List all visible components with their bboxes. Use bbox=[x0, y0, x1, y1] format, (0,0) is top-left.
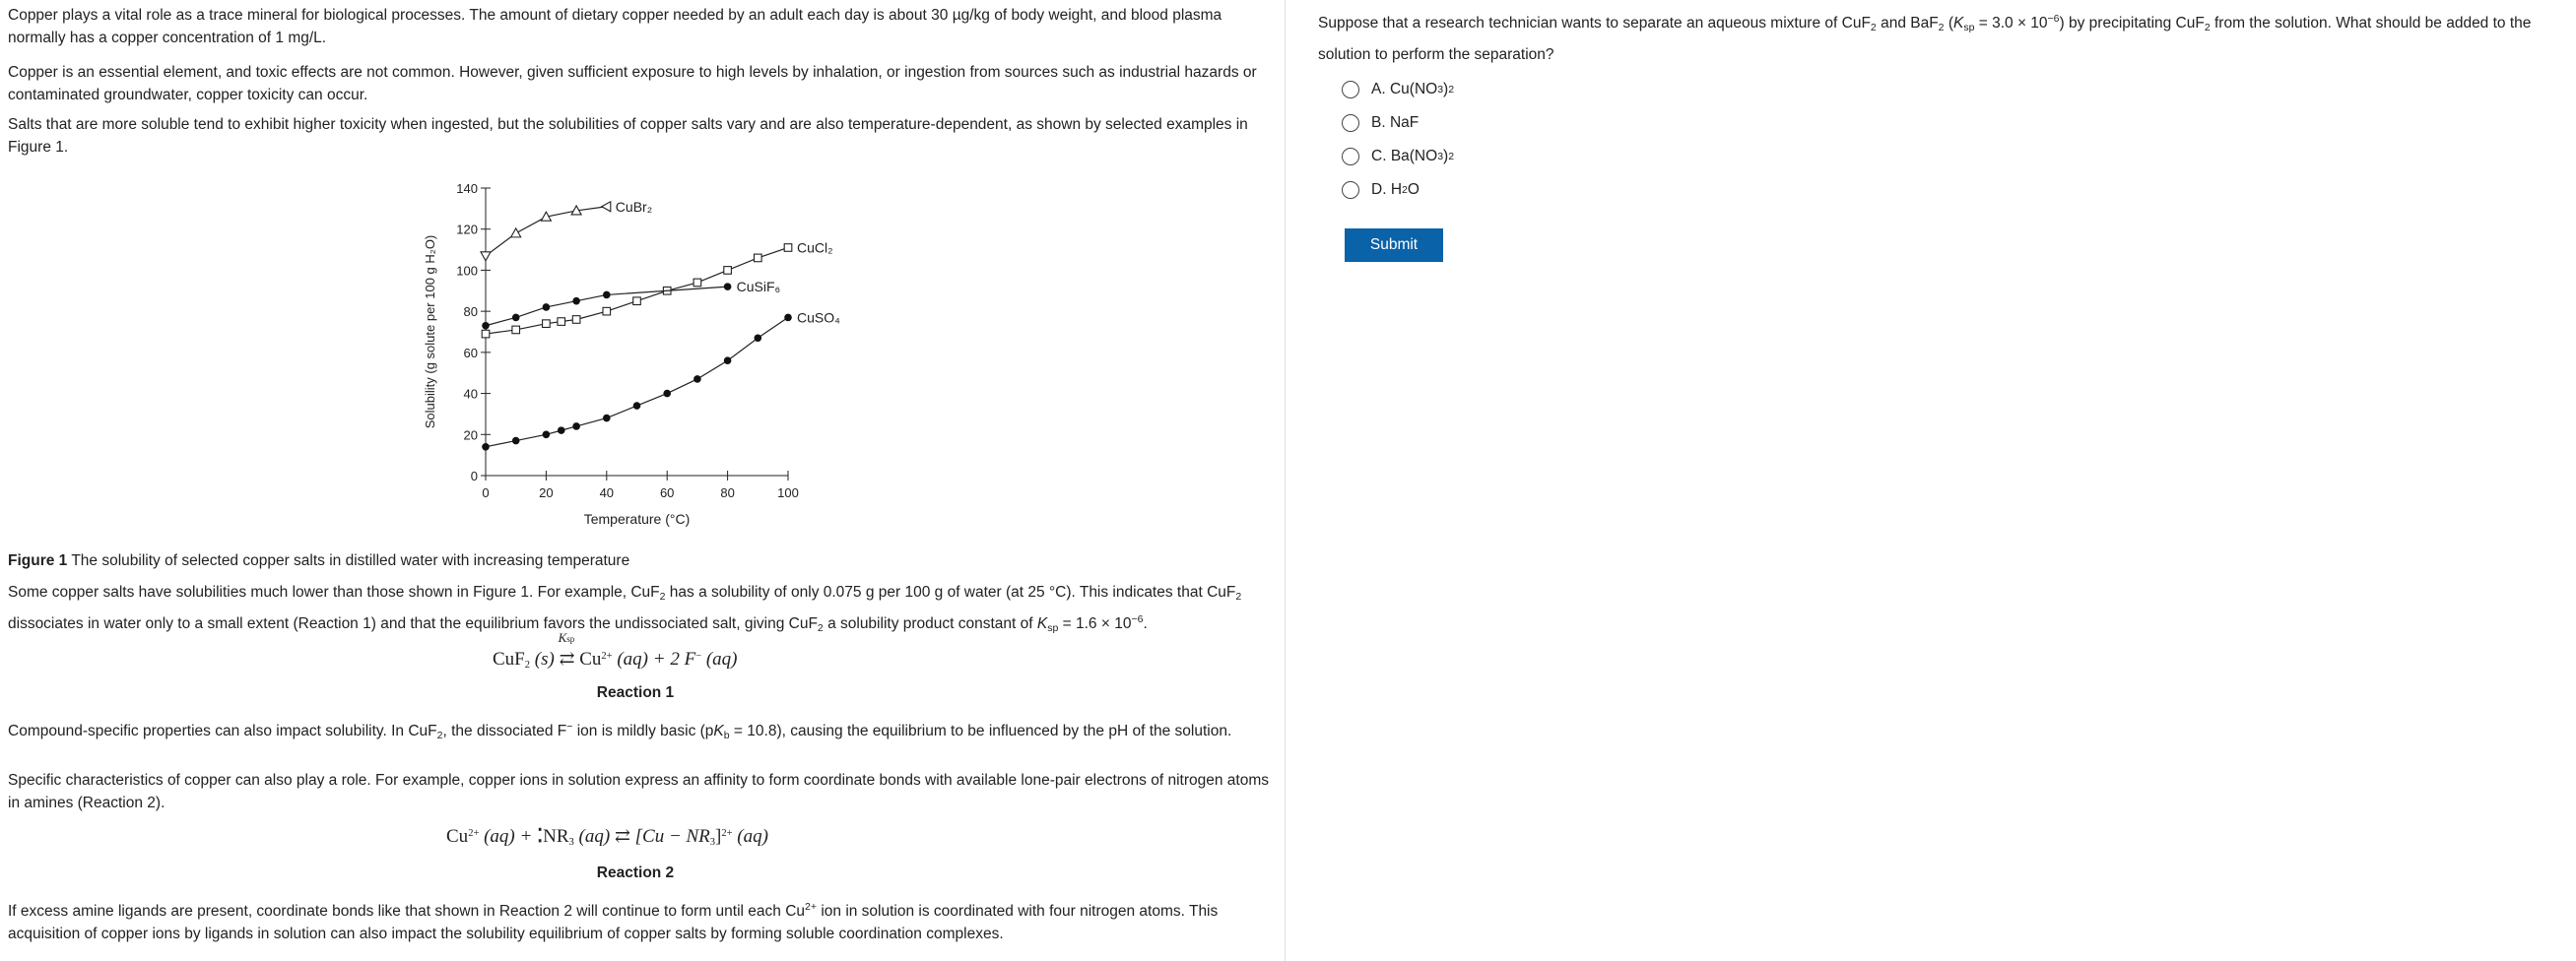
data-point bbox=[784, 314, 792, 322]
p4-text-d: a solubility product constant of bbox=[823, 615, 1037, 632]
reaction-2-label: Reaction 2 bbox=[596, 865, 675, 881]
data-point bbox=[663, 390, 671, 398]
data-point bbox=[572, 316, 580, 324]
series-label: CuBr₂ bbox=[615, 198, 653, 215]
y-tick-label: 60 bbox=[463, 345, 478, 360]
p5-text-d: = 10.8), causing the equilibrium to be influenced by the pH of the solution. bbox=[729, 723, 1232, 739]
p7-text-b: ion in solution is coordinated with four nitrogen atoms. This acquisition of copper ions by ligands in solution can also impact the solubility equilibrium of copper salts by forming soluble coordination complexes. bbox=[8, 903, 1219, 942]
radio-button-d[interactable] bbox=[1342, 181, 1359, 199]
x-tick-label: 80 bbox=[720, 485, 735, 500]
r1-product1: Cu bbox=[574, 649, 602, 670]
y-tick-label: 100 bbox=[456, 263, 478, 279]
data-point bbox=[512, 437, 520, 445]
p7-text-a: If excess amine ligands are present, coordinate bonds like that shown in Reaction 2 will continue to form until each Cu bbox=[8, 903, 806, 920]
q-text-a: Suppose that a research technician wants to separate an aqueous mixture of CuF bbox=[1318, 15, 1871, 32]
data-point bbox=[512, 326, 520, 334]
q-text-f: from the solution. What should be added to the solution to perform the separation? bbox=[1318, 15, 2532, 63]
r1-reactant: CuF bbox=[493, 649, 525, 670]
option-b-text: NaF bbox=[1389, 114, 1420, 131]
p4-text-a: Some copper salts have solubilities much lower than those shown in Figure 1. For example, CuF bbox=[8, 584, 660, 601]
p5-kb: K bbox=[713, 723, 724, 739]
q-exp: −6 bbox=[2047, 13, 2060, 25]
option-c-sub: 3 bbox=[1437, 151, 1444, 162]
data-point bbox=[511, 228, 521, 237]
data-point bbox=[755, 334, 762, 342]
q-ksp-sub: sp bbox=[1963, 22, 1975, 33]
reaction-1-equation bbox=[493, 630, 738, 671]
submit-button[interactable]: Submit bbox=[1345, 228, 1443, 262]
data-point bbox=[482, 443, 490, 451]
p5-sub: 2 bbox=[436, 730, 443, 741]
p5-text-c: ion is mildly basic (p bbox=[572, 723, 714, 739]
data-point bbox=[603, 291, 611, 299]
p4-sub-2: 2 bbox=[1235, 591, 1242, 603]
option-c-sub2: 2 bbox=[1448, 151, 1455, 162]
p4-text-f: . bbox=[1143, 615, 1148, 632]
option-a-text: Cu(NO bbox=[1389, 81, 1438, 97]
p7-sup: 2+ bbox=[805, 901, 818, 913]
x-tick-label: 40 bbox=[599, 485, 615, 500]
paragraph-3: Salts that are more soluble tend to exhibit higher toxicity when ingested, but the solubilities of copper salts vary and are also temperature-dependent, as shown by selected examples in Figure 1. bbox=[8, 116, 1248, 156]
option-a-sub: 3 bbox=[1437, 84, 1444, 96]
r1-arrow: ⇄ bbox=[559, 649, 575, 670]
q-sub-3: 2 bbox=[2204, 22, 2211, 33]
data-point bbox=[694, 279, 701, 287]
answer-option-c[interactable] bbox=[1342, 145, 1454, 168]
p4-text-b: has a solubility of only 0.075 g per 100 g of water (at 25 °C). This indicates that CuF bbox=[665, 584, 1236, 601]
answer-option-b[interactable] bbox=[1342, 111, 1419, 135]
data-point bbox=[572, 297, 580, 305]
p4-ksp: K bbox=[1036, 615, 1048, 632]
data-point bbox=[724, 283, 732, 290]
r1-product2-sup: − bbox=[695, 651, 702, 662]
r1-product1-state: (aq) + 2 F bbox=[612, 649, 696, 670]
q-sub-1: 2 bbox=[1870, 22, 1877, 33]
data-point bbox=[482, 330, 490, 338]
reaction-2-equation bbox=[446, 825, 768, 848]
r2-part1: Cu bbox=[446, 826, 469, 847]
paragraph-4 bbox=[8, 581, 1279, 640]
q-text-b: and BaF bbox=[1876, 15, 1939, 32]
x-tick-label: 0 bbox=[482, 485, 490, 500]
p5-text-b: , the dissociated F bbox=[442, 723, 567, 739]
caption-text: The solubility of selected copper salts in distilled water with increasing temperature bbox=[71, 552, 630, 569]
r2-part5: ] bbox=[715, 826, 722, 847]
p4-ksp-sub: sp bbox=[1047, 622, 1059, 634]
data-point bbox=[603, 307, 611, 315]
r2-part4-sub: 3 bbox=[709, 837, 716, 848]
y-tick-label: 0 bbox=[470, 469, 478, 483]
data-point bbox=[543, 430, 551, 438]
q-text-e: ) by precipitating CuF bbox=[2059, 15, 2205, 32]
caption-label: Figure 1 bbox=[8, 552, 68, 569]
x-tick-label: 100 bbox=[777, 485, 799, 500]
option-d-text: H bbox=[1390, 181, 1403, 198]
radio-button-c[interactable] bbox=[1342, 148, 1359, 165]
data-point bbox=[603, 415, 611, 422]
data-point bbox=[784, 244, 792, 252]
r2-part6: (aq) bbox=[732, 826, 768, 847]
option-d-letter: D. bbox=[1371, 181, 1387, 198]
y-tick-label: 20 bbox=[463, 427, 478, 443]
y-tick-label: 40 bbox=[463, 386, 478, 402]
option-c-text: Ba(NO bbox=[1390, 148, 1438, 164]
series-line-3 bbox=[486, 317, 788, 446]
data-point bbox=[633, 297, 641, 305]
r2-part3-sub: 3 bbox=[568, 837, 574, 848]
paragraph-7 bbox=[8, 896, 1279, 945]
data-point bbox=[602, 202, 611, 212]
r1-reactant-sub: 2 bbox=[524, 660, 530, 671]
r1-arrow-label bbox=[559, 630, 575, 646]
q-ksp: K bbox=[1952, 15, 1964, 32]
q-sub-2: 2 bbox=[1938, 22, 1945, 33]
answer-option-a[interactable] bbox=[1342, 78, 1454, 101]
x-tick-label: 20 bbox=[539, 485, 554, 500]
data-point bbox=[724, 267, 732, 275]
r2-part3: NR bbox=[543, 826, 569, 847]
q-text-d: = 3.0 × 10 bbox=[1974, 15, 2048, 32]
x-axis-label: Temperature (°C) bbox=[583, 511, 691, 527]
p4-text-c: dissociates in water only to a small extent (Reaction 1) and that the equilibrium favors the undissociated salt, giving CuF bbox=[8, 615, 818, 632]
paragraph-2: Copper is an essential element, and toxic effects are not common. However, given sufficient exposure to high levels by inhalation, or ingestion from sources such as industrial hazards or contaminated groundwater, copper toxicity can occur. bbox=[8, 64, 1257, 103]
option-a-sub2: 2 bbox=[1448, 84, 1455, 96]
r1-k: K bbox=[558, 630, 567, 645]
p5-sup: − bbox=[566, 721, 573, 733]
data-point bbox=[724, 356, 732, 364]
r1-k-sub: sp bbox=[566, 634, 575, 644]
r1-product2-state: (aq) bbox=[701, 649, 738, 670]
data-point bbox=[755, 254, 762, 262]
q-text-c: ( bbox=[1944, 15, 1953, 32]
data-point bbox=[694, 375, 701, 383]
reaction-1-label: Reaction 1 bbox=[596, 684, 675, 701]
paragraph-1: Copper plays a vital role as a trace mineral for biological processes. The amount of dietary copper needed by an adult each day is about 30 µg/kg of body weight, and blood plasma normally has a copper concentration of 1 mg/L. bbox=[8, 7, 1222, 46]
p5-kb-sub: b bbox=[723, 730, 730, 741]
r2-part2: (aq) + bbox=[479, 826, 538, 847]
answer-option-d[interactable] bbox=[1342, 178, 1420, 202]
series-label: CuSiF₆ bbox=[736, 279, 781, 295]
question-stem bbox=[1318, 6, 2571, 68]
y-axis-label: Solubility (g solute per 100 g H₂O) bbox=[423, 234, 437, 429]
solubility-chart bbox=[419, 169, 872, 536]
y-tick-label: 80 bbox=[463, 304, 478, 320]
data-point bbox=[572, 422, 580, 430]
option-a-letter: A. bbox=[1371, 81, 1386, 97]
option-a-tail: ) bbox=[1443, 81, 1449, 97]
option-c-tail: ) bbox=[1443, 148, 1449, 164]
r1-reactant-state: (s) bbox=[530, 649, 560, 670]
radio-button-a[interactable] bbox=[1342, 81, 1359, 98]
r2-lone-pair: ⁚ bbox=[537, 826, 544, 847]
figure-caption bbox=[8, 549, 1279, 572]
r1-product1-sup: 2+ bbox=[601, 651, 613, 662]
r2-part1-sup: 2+ bbox=[468, 828, 480, 839]
y-tick-label: 120 bbox=[456, 222, 478, 237]
data-point bbox=[481, 252, 491, 261]
paragraph-6: Specific characteristics of copper can also play a role. For example, copper ions in solution express an affinity to form coordinate bonds with available lone-pair electrons of nitrogen atoms in amines (Reaction 2). bbox=[8, 772, 1269, 811]
p5-text-a: Compound-specific properties can also impact solubility. In CuF bbox=[8, 723, 437, 739]
data-point bbox=[558, 426, 565, 434]
data-point bbox=[512, 314, 520, 322]
r2-part5-sup: 2+ bbox=[721, 828, 733, 839]
r1-arrow-group bbox=[558, 630, 575, 671]
option-b-letter: B. bbox=[1371, 114, 1386, 131]
data-point bbox=[543, 320, 551, 328]
p4-exp: −6 bbox=[1131, 613, 1144, 625]
option-c-letter: C. bbox=[1371, 148, 1387, 164]
p4-sub-1: 2 bbox=[659, 591, 666, 603]
data-point bbox=[543, 303, 551, 311]
data-point bbox=[558, 318, 565, 326]
series-label: CuSO₄ bbox=[797, 309, 840, 326]
radio-button-b[interactable] bbox=[1342, 114, 1359, 132]
option-d-tail: O bbox=[1407, 181, 1420, 198]
data-point bbox=[633, 402, 641, 410]
passage-panel bbox=[0, 0, 1286, 961]
data-point bbox=[482, 322, 490, 330]
y-tick-label: 140 bbox=[456, 181, 478, 196]
r2-part4: (aq) ⇄ [Cu − NR bbox=[573, 826, 710, 847]
p4-text-e: = 1.6 × 10 bbox=[1058, 615, 1132, 632]
option-d-sub: 2 bbox=[1402, 184, 1408, 196]
paragraph-5 bbox=[8, 716, 1279, 747]
series-label: CuCl₂ bbox=[797, 239, 833, 256]
p4-sub-3: 2 bbox=[817, 622, 824, 634]
x-tick-label: 60 bbox=[659, 485, 675, 500]
